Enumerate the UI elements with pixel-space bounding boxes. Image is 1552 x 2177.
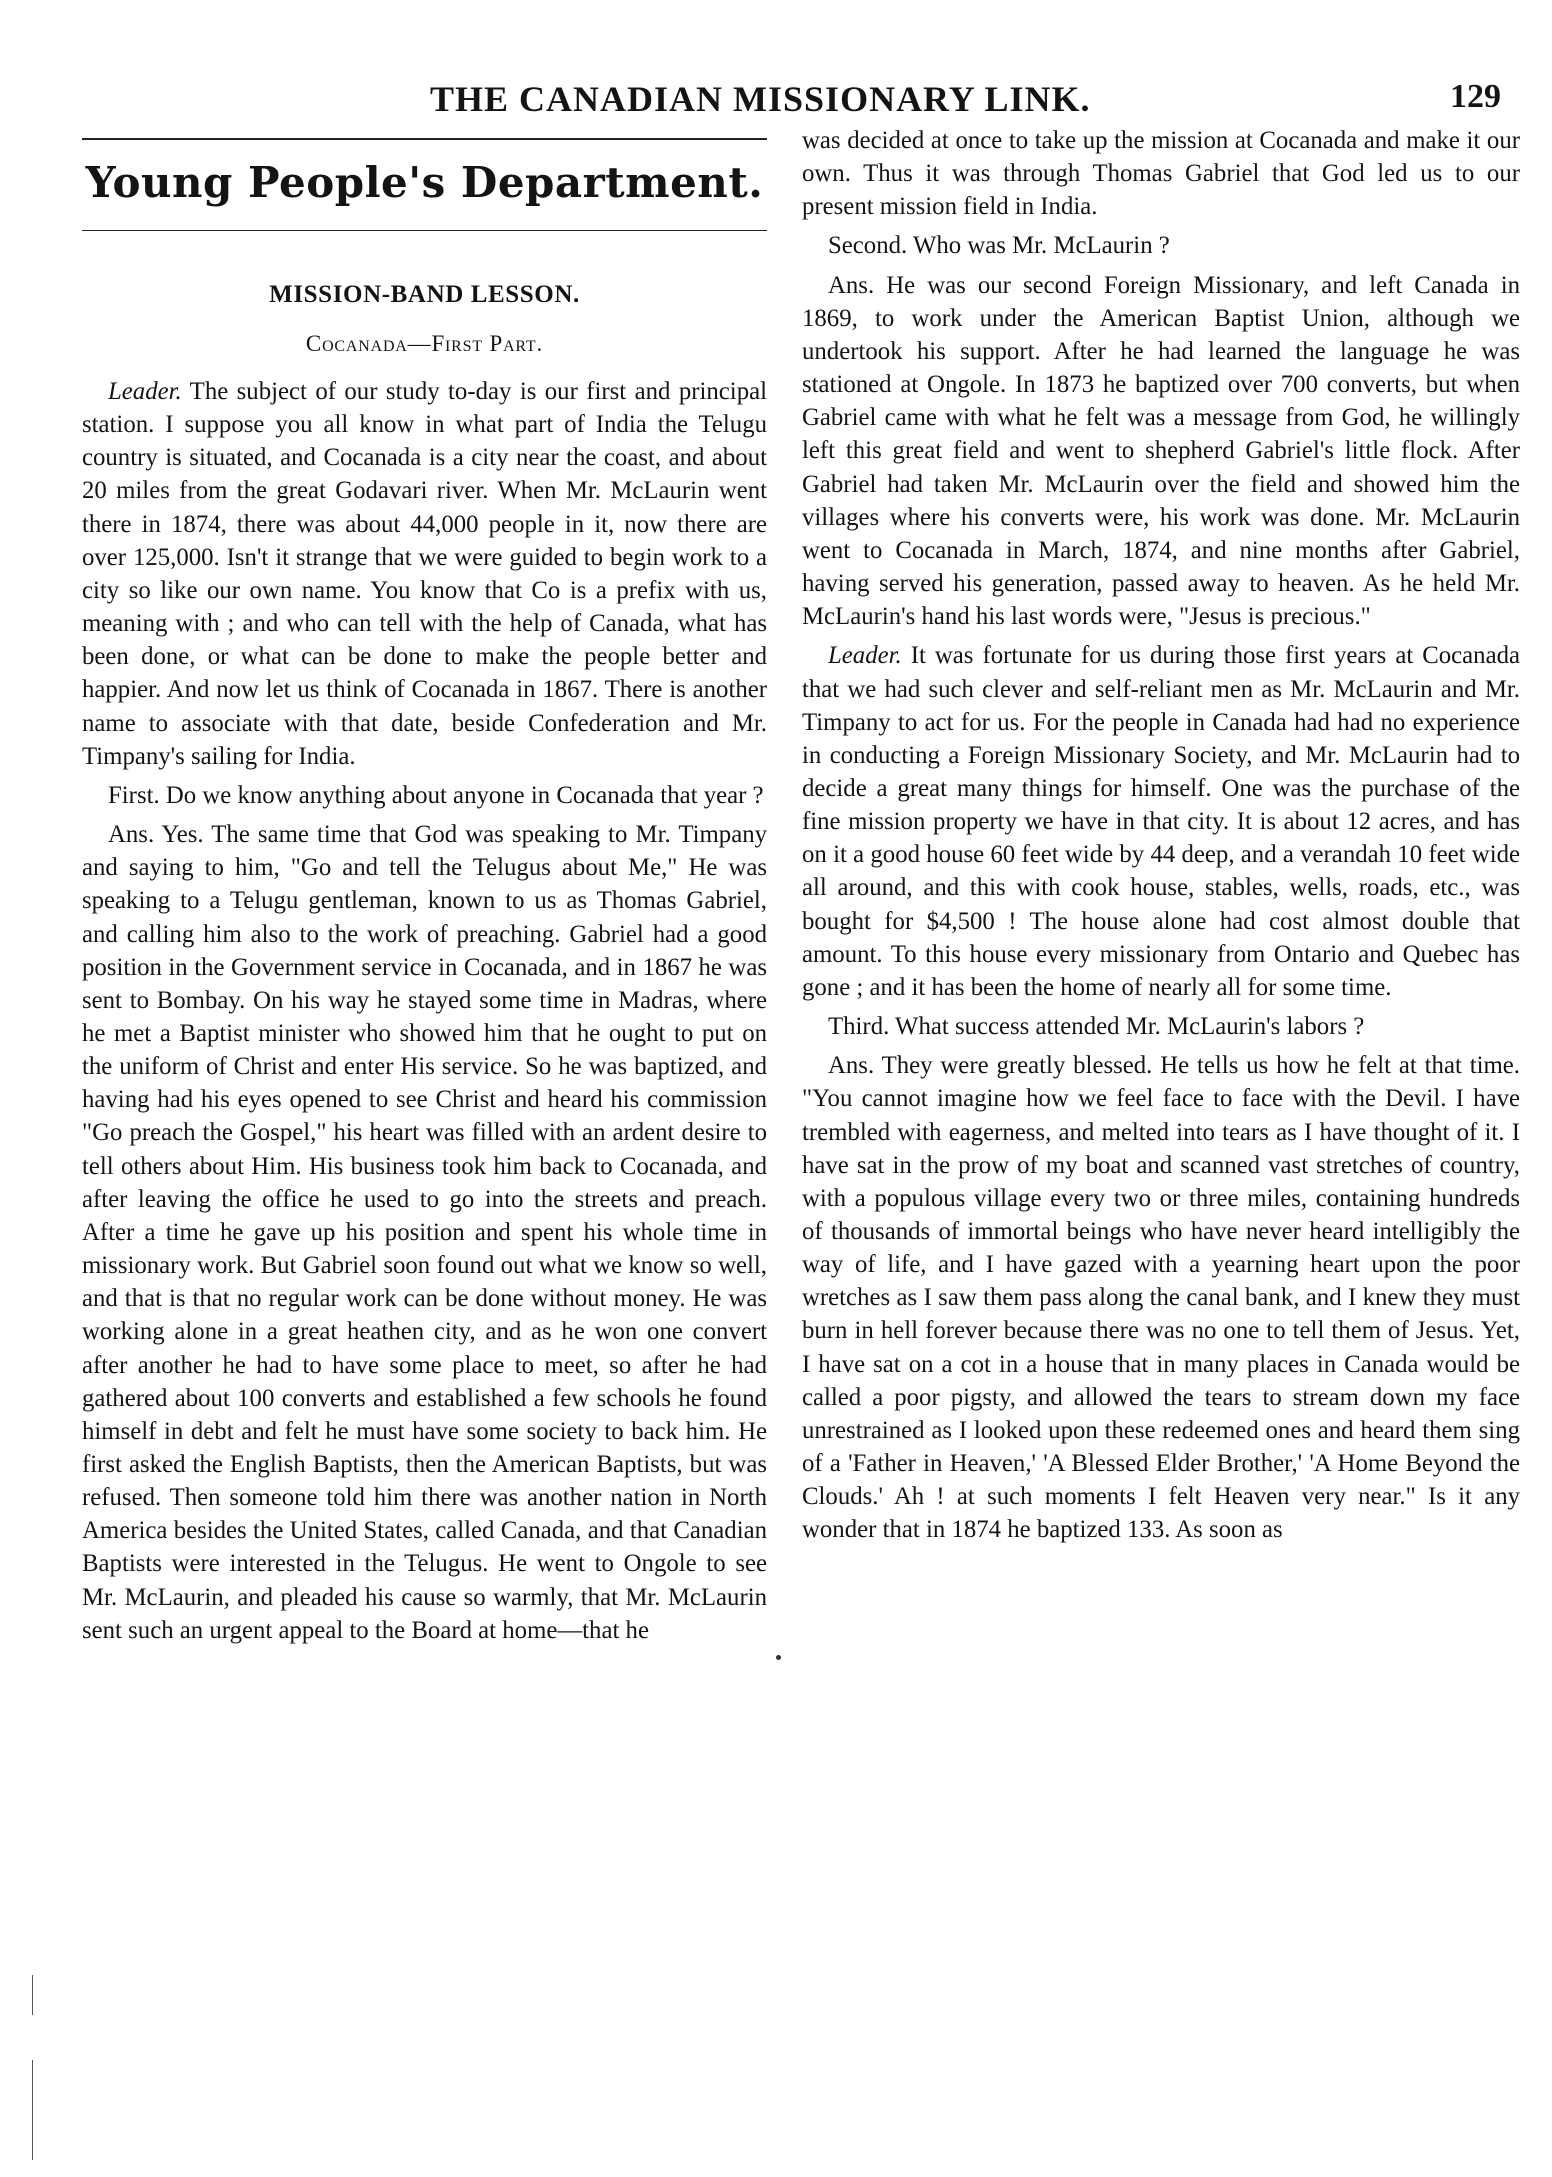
paragraph-text: Second. Who was Mr. McLaurin ? (828, 232, 1170, 260)
paragraph-text: Ans. He was our second Foreign Missionary, and left Canada in 1869, to work under the American Baptist Union, although we undertook his support. After he had learned the language he was stationed at Ongole. In 1873 he baptized over 700 converts, but when Gabriel came with what he felt was a message from God, he willingly left this great field and went to shepherd Gabriel's little flock. After Gabriel had taken Mr. McLaurin over the field and showed him the villages where his converts were, his work was done. Mr. McLaurin went to Cocanada in March, 1874, and nine months after Gabriel, having served his generation, passed away to heaven. As he held Mr. McLaurin's hand his last words were, "Jesus is precious." (802, 271, 1520, 631)
margin-mark (32, 2060, 33, 2160)
speaker-label: Leader. (108, 378, 182, 405)
paragraph (802, 1049, 1520, 1546)
lesson-subtitle: Cocanada—First Part. (305, 331, 544, 356)
left-column-body (82, 375, 767, 1647)
paragraph-text: Ans. They were greatly blessed. He tells us how he felt at that time. "You cannot imagine how we feel face to face with the Devil. I have trembled with eagerness, and melted into tears as I have thought of it. I have sat in the prow of my boat and scanned vast stretches of country, with a populous village every two or three miles, containing hundreds of thousands of immortal beings who have never heard intelligibly the way of life, and I have gazed with a yearning heart upon the poor wretches as I saw them pass along the canal bank, and I knew they must burn in hell forever because there was no one to tell them of Jesus. Yet, I have sat on a cot in a house that in many places in Canada would be called a poor pigsty, and allowed the tears to stream down my face unrestrained as I looked upon these redeemed ones and heard them sing of a 'Father in Heaven,' 'A Blessed Elder Brother,' 'A Home Beyond the Clouds.' Ah ! at such moments I felt Heaven very near." Is it any wonder that in 1874 he baptized 133. As soon as (802, 1052, 1520, 1544)
paragraph-text: First. Do we know anything about anyone in Cocanada that year ? (108, 781, 764, 809)
ink-speck (776, 1655, 781, 1660)
paragraph-text: The subject of our study to-day is our first and principal station. I suppose you all know in what part of India the Telugu country is situated, and Cocanada is a city near the coast, and about 20 miles from the great Godavari river. When Mr. McLaurin went there in 1874, there was about 44,000 people in it, now there are over 125,000. Isn't it strange that we were guided to begin work to a city so like our own name. You know that Co is a prefix with us, meaning with ; and who can tell with the help of Canada, what has been done, or what can be done to make the people better and happier. And now let us think of Cocanada in 1867. There is another name to associate with that date, beside Confederation and Mr. Timpany's sailing for India. (82, 378, 767, 770)
top-rule (82, 138, 767, 140)
lesson-title: MISSION-BAND LESSON. (269, 281, 580, 308)
left-column (82, 138, 767, 1647)
margin-mark (32, 1975, 33, 2015)
page-number: 129 (1450, 78, 1501, 115)
paragraph-text: Ans. Yes. The same time that God was speaking to Mr. Timpany and saying to him, "Go and tell the Telugus about Me," He was speaking to a Telugu gentleman, known to us as Thomas Gabriel, and calling him also to the work of preaching. Gabriel had a good position in the Government service in Cocanada, and in 1867 he was sent to Bombay. On his way he stayed some time in Madras, where he met a Baptist minister who showed him that he ought to put on the uniform of Christ and enter His service. So he was baptized, and having had his eyes opened to see Christ and heard his commission "Go preach the Gospel," his heart was filled with an ardent desire to tell others about Him. His business took him back to Cocanada, and after leaving the office he used to go into the streets and preach. After a time he gave up his position and spent his whole time in missionary work. But Gabriel soon found out what we know so well, and that is that no regular work can be done without money. He was working alone in a great heathen city, and as he won one convert after another he had to have some place to meet, so after he had gathered about 100 converts and established a few schools he found himself in debt and felt he must have some society to back him. He first asked the English Baptists, then the American Baptists, but was refused. Then someone told him there was another nation in North America besides the United States, called Canada, and that Canadian Baptists were interested in the Telugus. He went to Ongole to see Mr. McLaurin, and pleaded his cause so warmly, that Mr. McLaurin sent such an urgent appeal to the Board at home—that he (82, 821, 767, 1644)
paragraph (802, 269, 1520, 634)
paragraph (82, 779, 767, 812)
paragraph-text: was decided at once to take up the mission at Cocanada and make it our own. Thus it was through Thomas Gabriel that God led us to our present mission field in India. (802, 127, 1520, 221)
paragraph (802, 229, 1520, 262)
right-column (802, 124, 1520, 1547)
paragraph-text: Third. What success attended Mr. McLaurin's labors ? (828, 1013, 1365, 1041)
running-header (0, 78, 1552, 128)
paragraph (82, 375, 767, 773)
paragraph (82, 818, 767, 1647)
paragraph (802, 1010, 1520, 1043)
journal-title: THE CANADIAN MISSIONARY LINK. (430, 79, 1091, 119)
speaker-label: Leader. (828, 642, 902, 670)
paragraph-text: It was fortunate for us during those first years at Cocanada that we had such clever and self-reliant men as Mr. McLaurin and Mr. Timpany to act for us. For the people in Canada had had no experience in conducting a Foreign Missionary Society, and Mr. McLaurin had to decide a great many things for himself. One was the purchase of the fine mission property we have in that city. It is about 12 acres, and has on it a good house 60 feet wide by 44 deep, and a verandah 10 feet wide all around, and this with cook house, stables, wells, roads, etc., was bought for $4,500 ! The house alone had cost almost double that amount. To this house every missionary from Ontario and Quebec has gone ; and it has been the home of nearly all for some time. (802, 642, 1520, 1001)
bottom-rule (82, 230, 767, 231)
department-title: Young People's Department. (85, 158, 764, 207)
right-column-body (802, 124, 1520, 1547)
paragraph (802, 124, 1520, 223)
paragraph (802, 639, 1520, 1004)
